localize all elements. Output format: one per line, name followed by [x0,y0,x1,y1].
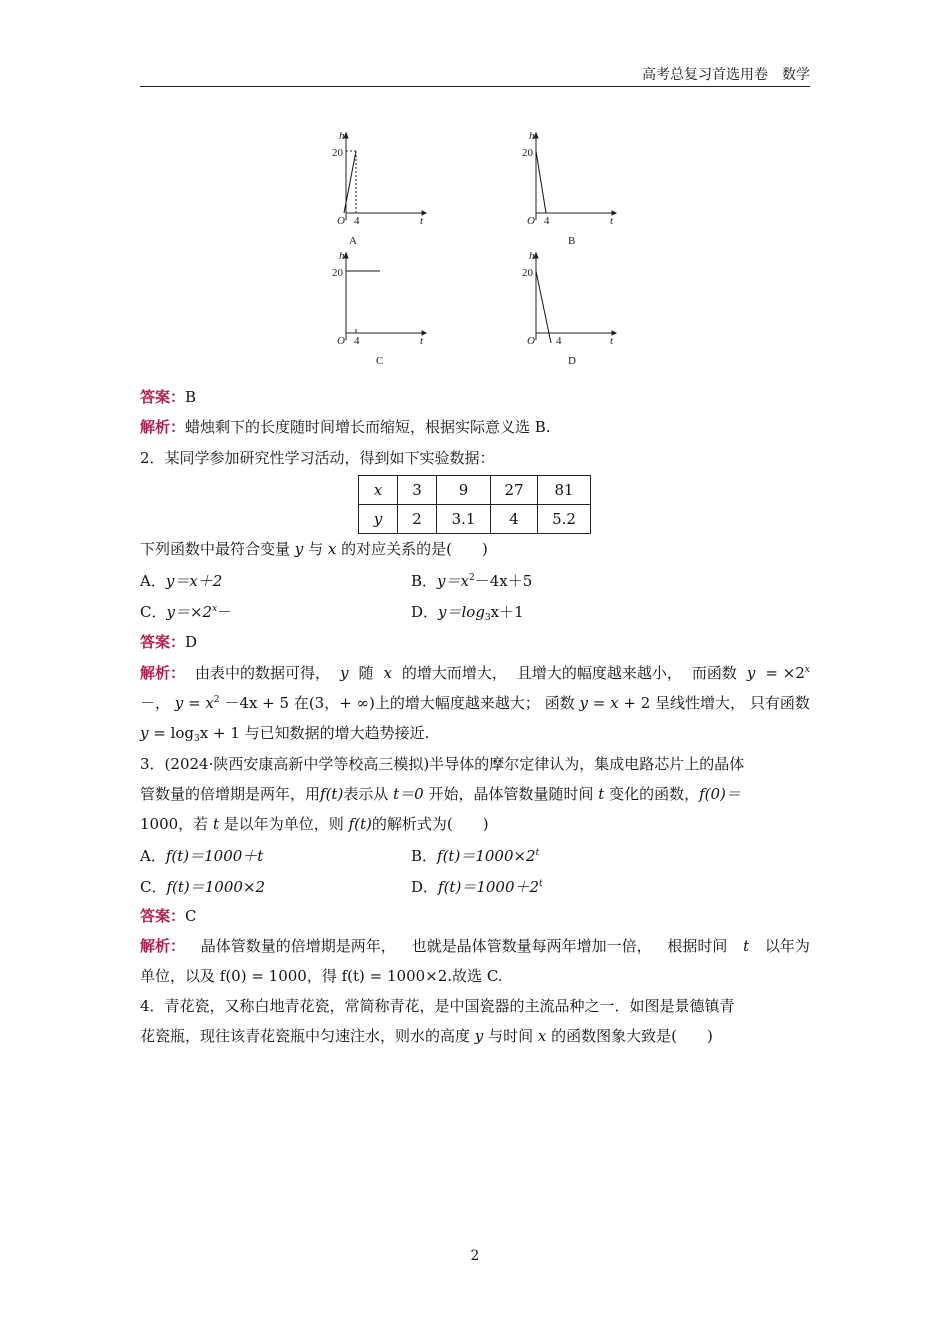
q3-analysis-line2: 单位，以及 f(0) = 1000，得 f(t) = 1000×2.故选 C. [140,967,503,985]
svg-text:4: 4 [354,335,360,347]
panel-label-d: D [568,355,576,367]
q3-stem-line1: 3．(2024·陕西安康高新中学等校高三模拟)半导体的摩尔定律认为，集成电路芯片上的晶体 [140,755,745,773]
svg-text:20: 20 [522,267,533,279]
svg-text:h: h [339,250,345,262]
experiment-data-table [358,475,591,534]
q2-analysis-line3: $y = \log_3x + 1$ 与已知数据的增大趋势接近. [140,724,430,744]
q3-analysis-line1: 解析： 晶体管数量的倍增期是两年， 也就是晶体管数量每两年增加一倍， 根据时间 t 以年为 [140,937,810,955]
q4-stem-line1: 4．青花瓷，又称白地青花瓷，常简称青花，是中国瓷器的主流品种之一．如图是景德镇青 [140,997,735,1015]
panel-label-c: C [376,355,384,367]
svg-text:O: O [527,215,535,227]
svg-text:20: 20 [332,267,343,279]
svg-text:t: t [420,215,424,227]
svg-text:h: h [529,130,535,142]
q3-answer: 答案：C [140,907,197,925]
graph-c [344,253,426,340]
q2-option-b: B．$y=x^2-4x+5$ [411,572,533,590]
q3-option-c: C．f(t)＝1000×2 [140,878,266,896]
svg-text:O: O [337,335,345,347]
q2-option-c: C．$y=\times 2^x-$ [140,603,233,621]
page-header [140,64,810,87]
table-row: y 2 3.1 4 5.2 [359,505,591,534]
page-number: 2 [470,1248,480,1264]
q3-option-a: A．f(t)＝1000＋t [140,847,264,865]
graph-a [344,133,426,220]
q2-option-d: D．$y=\log_3x+1$ [411,603,524,623]
table-row: x 3 9 27 81 [359,476,591,505]
q4-stem-line2: 花瓷瓶，现往该青花瓷瓶中匀速注水，则水的高度 y 与时间 x 的函数图象大致是( ) [140,1027,713,1045]
q2-analysis-line2: －， $y = x^2$ －4x + 5 在(3，+ ∞)上的增大幅度越来越大； 函数 y = x + 2 呈线性增大， 只有函数 [140,694,810,712]
svg-text:4: 4 [544,215,550,227]
svg-text:O: O [337,215,345,227]
svg-text:h: h [529,250,535,262]
q2-stem: 2．某同学参加研究性学习活动，得到如下实验数据： [140,449,495,467]
q1-analysis: 解析：蜡烛剩下的长度随时间增长而缩短，根据实际意义选 B. [140,418,551,436]
q2-option-a: A．y＝x＋2 [140,572,223,590]
q3-option-d: D．$f(t)=1000+2^t$ [411,878,543,896]
svg-text:t: t [610,215,614,227]
graph-b [534,133,616,220]
q2-answer: 答案：D [140,633,198,651]
svg-text:t: t [610,335,614,347]
q2-analysis-line1: 解析： 由表中的数据可得， y 随 x 的增大而增大， 且增大的幅度越来越小， 而函数 y = $\times 2^x$ [140,664,810,682]
svg-text:20: 20 [332,147,343,159]
svg-text:4: 4 [556,335,562,347]
graph-options-figure [322,128,632,378]
svg-text:20: 20 [522,147,533,159]
q3-option-b: B．$f(t)=1000\times 2^t$ [411,847,540,865]
svg-text:h: h [339,130,345,142]
q2-question: 下列函数中最符合变量 y 与 x 的对应关系的是( ) [140,540,488,558]
panel-label-a: A [349,235,357,247]
q1-answer: 答案：B [140,388,197,406]
graph-d [534,253,616,343]
panel-label-b: B [568,235,576,247]
svg-text:O: O [527,335,535,347]
q3-stem-line2: 管数量的倍增期是两年，用f(t)表示从 t＝0 开始，晶体管数量随时间 t 变化的函数，f(0)＝ [140,785,741,803]
svg-text:4: 4 [354,215,360,227]
q3-stem-line3: 1000，若 t 是以年为单位，则 f(t)的解析式为( ) [140,815,489,833]
svg-text:t: t [420,335,424,347]
header-title: 高考总复习首选用卷 数学 [642,67,810,83]
